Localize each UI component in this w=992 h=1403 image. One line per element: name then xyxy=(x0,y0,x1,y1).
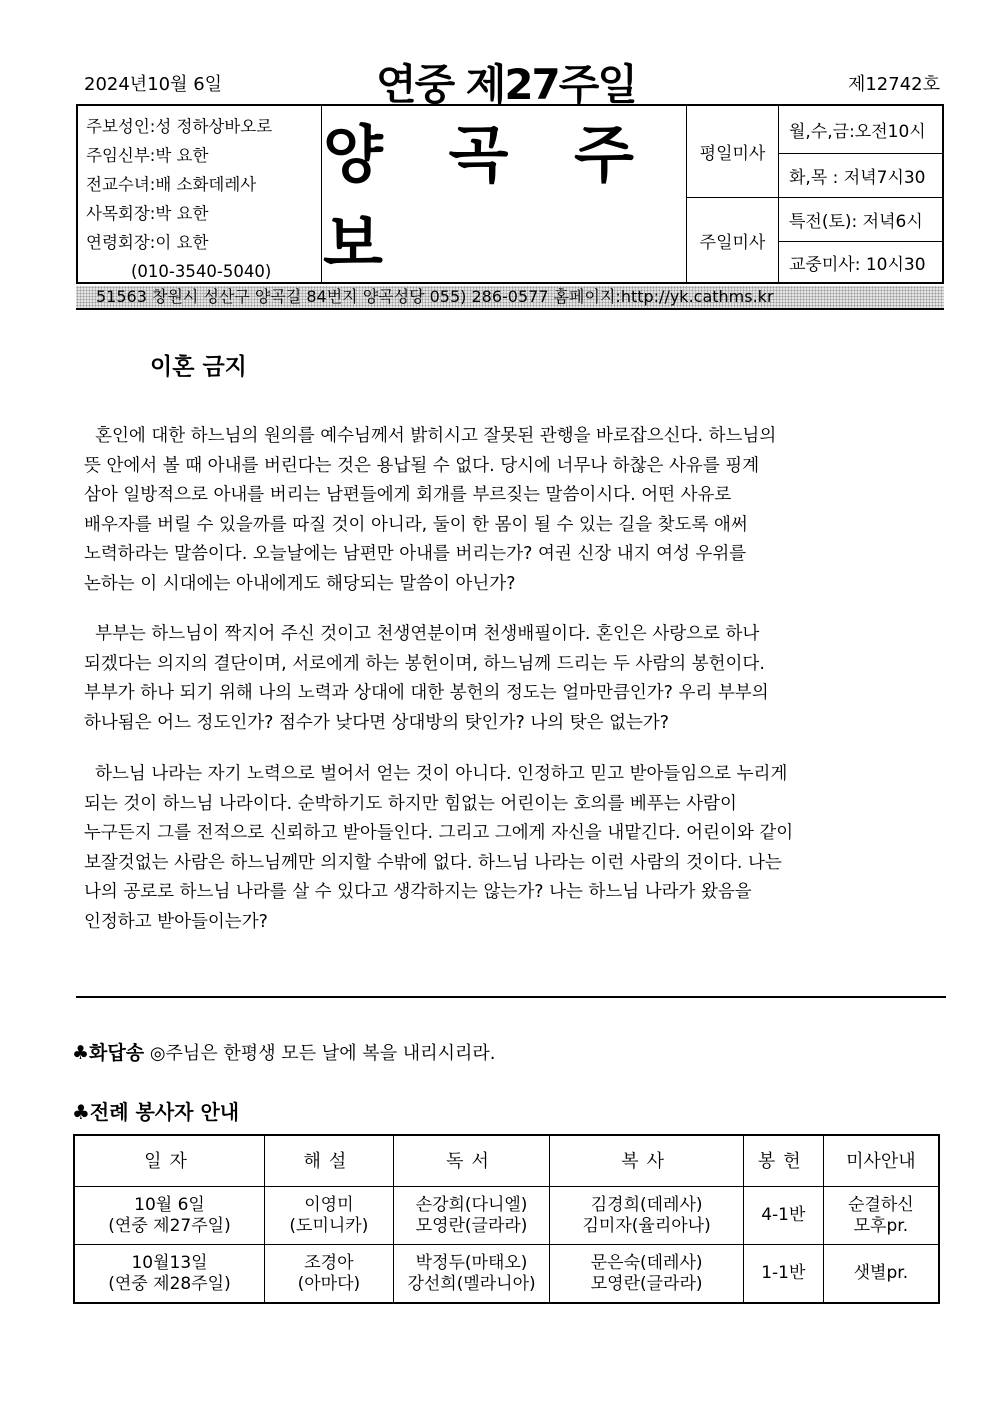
header-altar-servers: 복사 xyxy=(550,1135,744,1187)
bulletin-top-row xyxy=(76,50,946,109)
header-commentator: 해설 xyxy=(265,1135,394,1187)
table-row xyxy=(74,1187,939,1245)
header-mass-note: 미사안내 xyxy=(823,1135,939,1187)
article-title: 이혼 금지 xyxy=(150,354,247,380)
staff-list xyxy=(78,106,322,282)
issue-number: 제12742호 xyxy=(847,74,940,95)
cell-date: 10월13일 (연중 제28주일) xyxy=(74,1245,265,1304)
paragraph-line: 하느님 나라는 자기 노력으로 벌어서 얻는 것이 아니다. 인정하고 믿고 받아들임으로 누리게 xyxy=(84,764,788,784)
header-offering: 봉헌 xyxy=(743,1135,823,1187)
paragraph-line: 누구든지 그를 전적으로 신뢰하고 받아들인다. 그리고 그에게 자신을 내맡긴다. 어린이와 같이 xyxy=(84,823,794,843)
article-paragraph xyxy=(84,760,939,937)
cell-commentator: 조경아 (아마다) xyxy=(265,1245,394,1304)
bulletin-masthead: 양 곡 주 보 xyxy=(323,118,656,280)
liturgy-servers-table xyxy=(73,1134,940,1304)
paragraph-line: 배우자를 버릴 수 있을까를 따질 것이 아니라, 둘이 한 몸이 될 수 있는 길을 찾도록 애써 xyxy=(84,514,748,535)
cell-mass-note: 샛별pr. xyxy=(823,1245,939,1304)
staff-pastor: 주임신부:박 요한 xyxy=(86,146,209,165)
table-header-row xyxy=(74,1135,939,1187)
masthead-box xyxy=(76,104,944,284)
staff-council-chair: 사목회장:박 요한 xyxy=(86,204,209,223)
paragraph-line: 혼인에 대한 하느님의 원의를 예수님께서 밝히시고 잘못된 관행을 바로잡으신다. 하느님의 xyxy=(84,426,777,446)
paragraph-line: 뜻 안에서 볼 때 아내를 버린다는 것은 용납될 수 없다. 당시에 너무나 하찮은 사유를 핑계 xyxy=(84,455,760,476)
weekday-mass-time: 월,수,금:오전10시 xyxy=(778,106,944,154)
parish-address-bar: 51563 창원시 성산구 양곡길 84번지 양곡성당 055) 286-0577 홈페이지:http://yk.cathms.kr xyxy=(76,286,944,310)
cell-readers: 손강희(다니엘) 모영란(글라라) xyxy=(393,1187,550,1245)
staff-district-chair: 연령회장:이 요한 xyxy=(86,233,209,252)
article-paragraph xyxy=(84,620,939,738)
section-divider xyxy=(76,996,946,998)
weekday-mass-label: 평일미사 xyxy=(686,106,778,198)
liturgical-sunday-title: 연중 제27주일 xyxy=(376,60,636,109)
responsorial-label: ♣화답송 xyxy=(72,1042,145,1064)
paragraph-line: 부부는 하느님이 짝지어 주신 것이고 천생연분이며 천생배필이다. 혼인은 사랑으로 하나 xyxy=(84,624,760,644)
paragraph-line: 하나됨은 어느 정도인가? 점수가 낮다면 상대방의 탓인가? 나의 탓은 없는가? xyxy=(84,712,670,733)
paragraph-line: 인정하고 받아들이는가? xyxy=(84,911,268,932)
staff-sister: 전교수녀:배 소화데레사 xyxy=(86,175,257,194)
responsorial-text: ◎주님은 한평생 모든 날에 복을 내리시리라. xyxy=(144,1043,496,1064)
paragraph-line: 나의 공로로 하느님 나라를 살 수 있다고 생각하지는 않는가? 나는 하느님 나라가 왔음을 xyxy=(84,882,752,902)
paragraph-line: 되겠다는 의지의 결단이며, 서로에게 하는 봉헌이며, 하느님께 드리는 두 사람의 봉헌이다. xyxy=(84,653,765,674)
paragraph-line: 노력하라는 말씀이다. 오늘날에는 남편만 아내를 버리는가? 여권 신장 내지 여성 우위를 xyxy=(84,544,747,564)
cell-date: 10월 6일 (연중 제27주일) xyxy=(74,1187,265,1245)
cell-commentator: 이영미 (도미니카) xyxy=(265,1187,394,1245)
cell-servers: 김경희(데레사) 김미자(율리아나) xyxy=(550,1187,744,1245)
cell-servers: 문은숙(데레사) 모영란(글라라) xyxy=(550,1245,744,1304)
paragraph-line: 논하는 이 시대에는 아내에게도 해당되는 말씀이 아닌가? xyxy=(84,573,516,594)
paragraph-line: 부부가 하나 되기 위해 나의 노력과 상대에 대한 봉헌의 정도는 얼마만큼인가? 우리 부부의 xyxy=(84,683,769,703)
servers-section-title: ♣전례 봉사자 안내 xyxy=(72,1100,240,1124)
header-date: 일자 xyxy=(74,1135,265,1187)
article-paragraph xyxy=(84,422,939,599)
table-row xyxy=(74,1245,939,1304)
staff-patron: 주보성인:성 정하상바오로 xyxy=(86,117,273,136)
cell-offering: 1-1반 xyxy=(743,1245,823,1304)
paragraph-line: 보잘것없는 사람은 하느님께만 의지할 수밖에 없다. 하느님 나라는 이런 사람의 것이다. 나는 xyxy=(84,852,782,873)
header-readers: 독서 xyxy=(393,1135,550,1187)
paragraph-line: 삼아 일방적으로 아내를 버리는 남편들에게 회개를 부르짖는 말씀이시다. 어떤 사유로 xyxy=(84,485,732,505)
bulletin-date: 2024년10월 6일 xyxy=(84,74,223,95)
sunday-mass-time: 특전(토): 저녁6시 xyxy=(778,198,944,242)
staff-phone: (010-3540-5040) xyxy=(131,262,272,281)
weekday-mass-time: 화,목 : 저녁7시30 xyxy=(778,154,944,198)
cell-offering: 4-1반 xyxy=(743,1187,823,1245)
sunday-mass-time: 교중미사: 10시30 xyxy=(778,242,944,282)
cell-readers: 박정두(마태오) 강선희(멜라니아) xyxy=(393,1245,550,1304)
paragraph-line: 되는 것이 하느님 나라이다. 순박하기도 하지만 힘없는 어린이는 호의를 베푸는 사람이 xyxy=(84,793,737,814)
cell-mass-note: 순결하신 모후pr. xyxy=(823,1187,939,1245)
sunday-mass-label: 주일미사 xyxy=(686,198,778,282)
responsorial-psalm xyxy=(72,1038,495,1065)
